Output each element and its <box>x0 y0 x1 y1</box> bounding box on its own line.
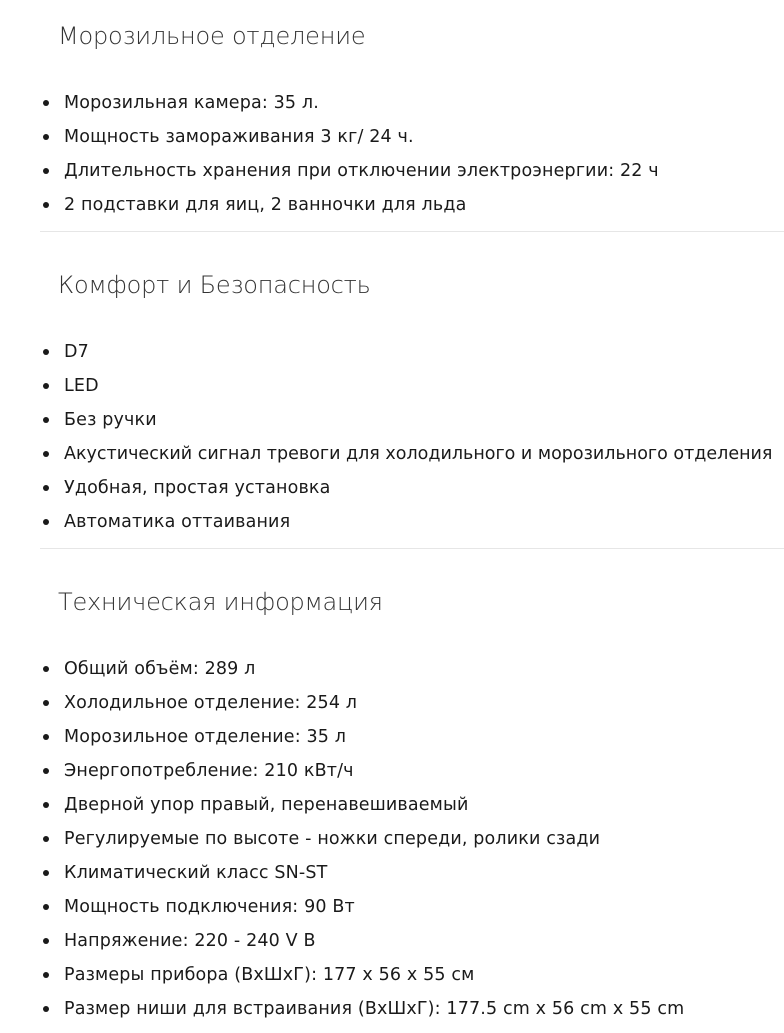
list-item <box>0 335 784 369</box>
list-item-text: Холодильное отделение: 254 л <box>64 693 358 713</box>
list-item <box>0 86 784 120</box>
list-item-text: Размеры прибора (ВхШхГ): 177 х 56 х 55 см <box>64 965 475 985</box>
section-title: Морозильное отделение <box>58 22 366 50</box>
bullet-icon <box>43 1006 49 1012</box>
list-item <box>0 437 784 471</box>
bullet-icon <box>43 802 49 808</box>
list-item-text: Морозильное отделение: 35 л <box>64 727 347 747</box>
list-item-text: Морозильная камера: 35 л. <box>64 93 319 113</box>
list-item-text: Удобная, простая установка <box>64 478 331 498</box>
list-item-text: Мощность подключения: 90 Вт <box>64 897 355 917</box>
list-item-text: 2 подставки для яиц, 2 ванночки для льда <box>64 195 467 215</box>
list-item-text: Климатический класс SN-ST <box>64 863 328 883</box>
list-item-text: Без ручки <box>64 410 157 430</box>
bullet-icon <box>43 383 49 389</box>
bullet-icon <box>43 485 49 491</box>
bullet-icon <box>43 451 49 457</box>
bullet-icon <box>43 904 49 910</box>
list-item <box>0 471 784 505</box>
spec-list <box>0 335 784 539</box>
bullet-icon <box>43 938 49 944</box>
list-item-text: Автоматика оттаивания <box>64 512 291 532</box>
list-item <box>0 890 784 924</box>
list-item-text: Энергопотребление: 210 кВт/ч <box>64 761 354 781</box>
list-item <box>0 369 784 403</box>
list-item <box>0 403 784 437</box>
list-item <box>0 856 784 890</box>
list-item-text: Акустический сигнал тревоги для холодильного и морозильного отделения <box>64 444 773 464</box>
bullet-icon <box>43 202 49 208</box>
bullet-icon <box>43 972 49 978</box>
list-item-text: Общий объём: 289 л <box>64 659 256 679</box>
bullet-icon <box>43 734 49 740</box>
list-item <box>0 120 784 154</box>
bullet-icon <box>43 768 49 774</box>
bullet-icon <box>43 417 49 423</box>
bullet-icon <box>43 168 49 174</box>
section-title: Комфорт и Безопасность <box>58 271 371 299</box>
list-item <box>0 686 784 720</box>
list-item-text: Размер ниши для встраивания (ВхШхГ): 177.5 cm x 56 cm x 55 cm <box>64 999 685 1019</box>
section-divider <box>40 548 784 549</box>
bullet-icon <box>43 700 49 706</box>
list-item <box>0 754 784 788</box>
bullet-icon <box>43 519 49 525</box>
list-item-text: LED <box>64 376 99 396</box>
list-item-text: Дверной упор правый, перенавешиваемый <box>64 795 469 815</box>
list-item <box>0 188 784 222</box>
list-item <box>0 924 784 958</box>
section-divider <box>40 231 784 232</box>
bullet-icon <box>43 836 49 842</box>
spec-list <box>0 86 784 222</box>
bullet-icon <box>43 134 49 140</box>
list-item <box>0 154 784 188</box>
spec-list <box>0 652 784 1026</box>
list-item-text: D7 <box>64 342 89 362</box>
list-item <box>0 505 784 539</box>
list-item-text: Напряжение: 220 - 240 V В <box>64 931 316 951</box>
list-item <box>0 788 784 822</box>
list-item-text: Мощность замораживания 3 кг/ 24 ч. <box>64 127 414 147</box>
bullet-icon <box>43 349 49 355</box>
bullet-icon <box>43 100 49 106</box>
list-item <box>0 822 784 856</box>
list-item-text: Длительность хранения при отключении электроэнергии: 22 ч <box>64 161 659 181</box>
list-item <box>0 652 784 686</box>
bullet-icon <box>43 666 49 672</box>
bullet-icon <box>43 870 49 876</box>
list-item-text: Регулируемые по высоте - ножки спереди, ролики сзади <box>64 829 601 849</box>
section-title: Техническая информация <box>58 588 383 616</box>
list-item <box>0 958 784 992</box>
list-item <box>0 720 784 754</box>
list-item <box>0 992 784 1026</box>
